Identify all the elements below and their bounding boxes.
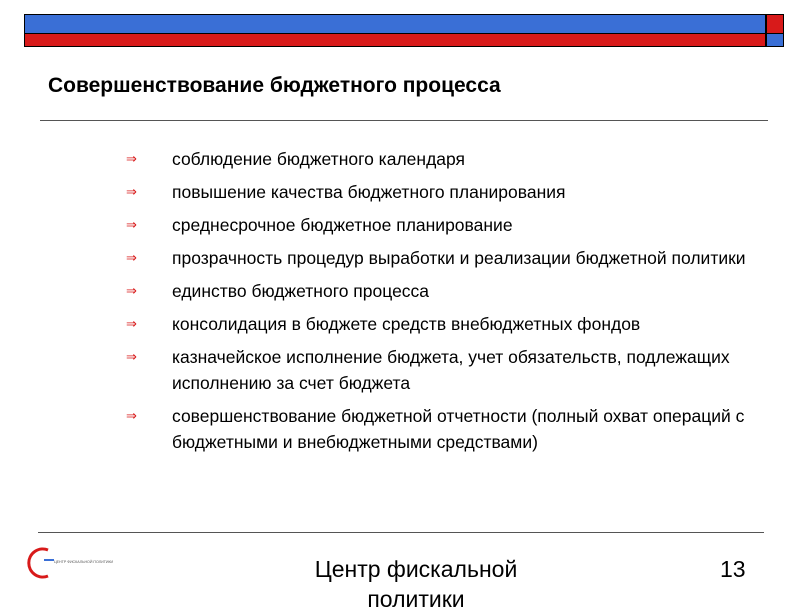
footer-divider [38, 532, 764, 533]
footer-org-name: Центр фискальной политики [314, 556, 518, 612]
page-number: 13 [720, 556, 746, 582]
double-arrow-icon: ⇒ [126, 349, 137, 364]
header-bar-red [24, 33, 766, 47]
double-arrow-icon: ⇒ [126, 217, 137, 232]
list-item [126, 311, 766, 337]
list-item-text: единство бюджетного процесса [172, 281, 430, 301]
list-item-text: казначейское исполнение бюджета, учет обязательств, подлежащих исполнению за счет бюджета [172, 347, 730, 393]
double-arrow-icon: ⇒ [126, 316, 137, 331]
list-item-text: повышение качества бюджетного планирования [172, 182, 566, 202]
center-logo-icon [38, 546, 114, 580]
list-item [126, 146, 766, 172]
page-title: Совершенствование бюджетного процесса [48, 74, 501, 97]
header-bar-blue [24, 14, 766, 34]
double-arrow-icon: ⇒ [126, 184, 137, 199]
title-divider [40, 120, 768, 121]
list-item-text: прозрачность процедур выработки и реализации бюджетной политики [172, 248, 746, 268]
header-corner-red [766, 14, 784, 34]
double-arrow-icon: ⇒ [126, 283, 137, 298]
double-arrow-icon: ⇒ [126, 151, 137, 166]
list-item [126, 245, 766, 271]
list-item-text: консолидация в бюджете средств внебюджетных фондов [172, 314, 641, 334]
list-item [126, 179, 766, 205]
list-item [126, 344, 766, 396]
list-item [126, 212, 766, 238]
list-item [126, 278, 766, 304]
header-corner-blue [766, 33, 784, 47]
logo-text: ЦЕНТР ФИСКАЛЬНОЙ ПОЛИТИКИ [54, 560, 114, 564]
list-item-text: совершенствование бюджетной отчетности (полный охват операций с бюджетными и внебюджетными средствами) [172, 406, 745, 452]
double-arrow-icon: ⇒ [126, 250, 137, 265]
bullet-list [126, 146, 766, 462]
list-item [126, 403, 766, 455]
list-item-text: соблюдение бюджетного календаря [172, 149, 466, 169]
double-arrow-icon: ⇒ [126, 408, 137, 423]
list-item-text: среднесрочное бюджетное планирование [172, 215, 513, 235]
